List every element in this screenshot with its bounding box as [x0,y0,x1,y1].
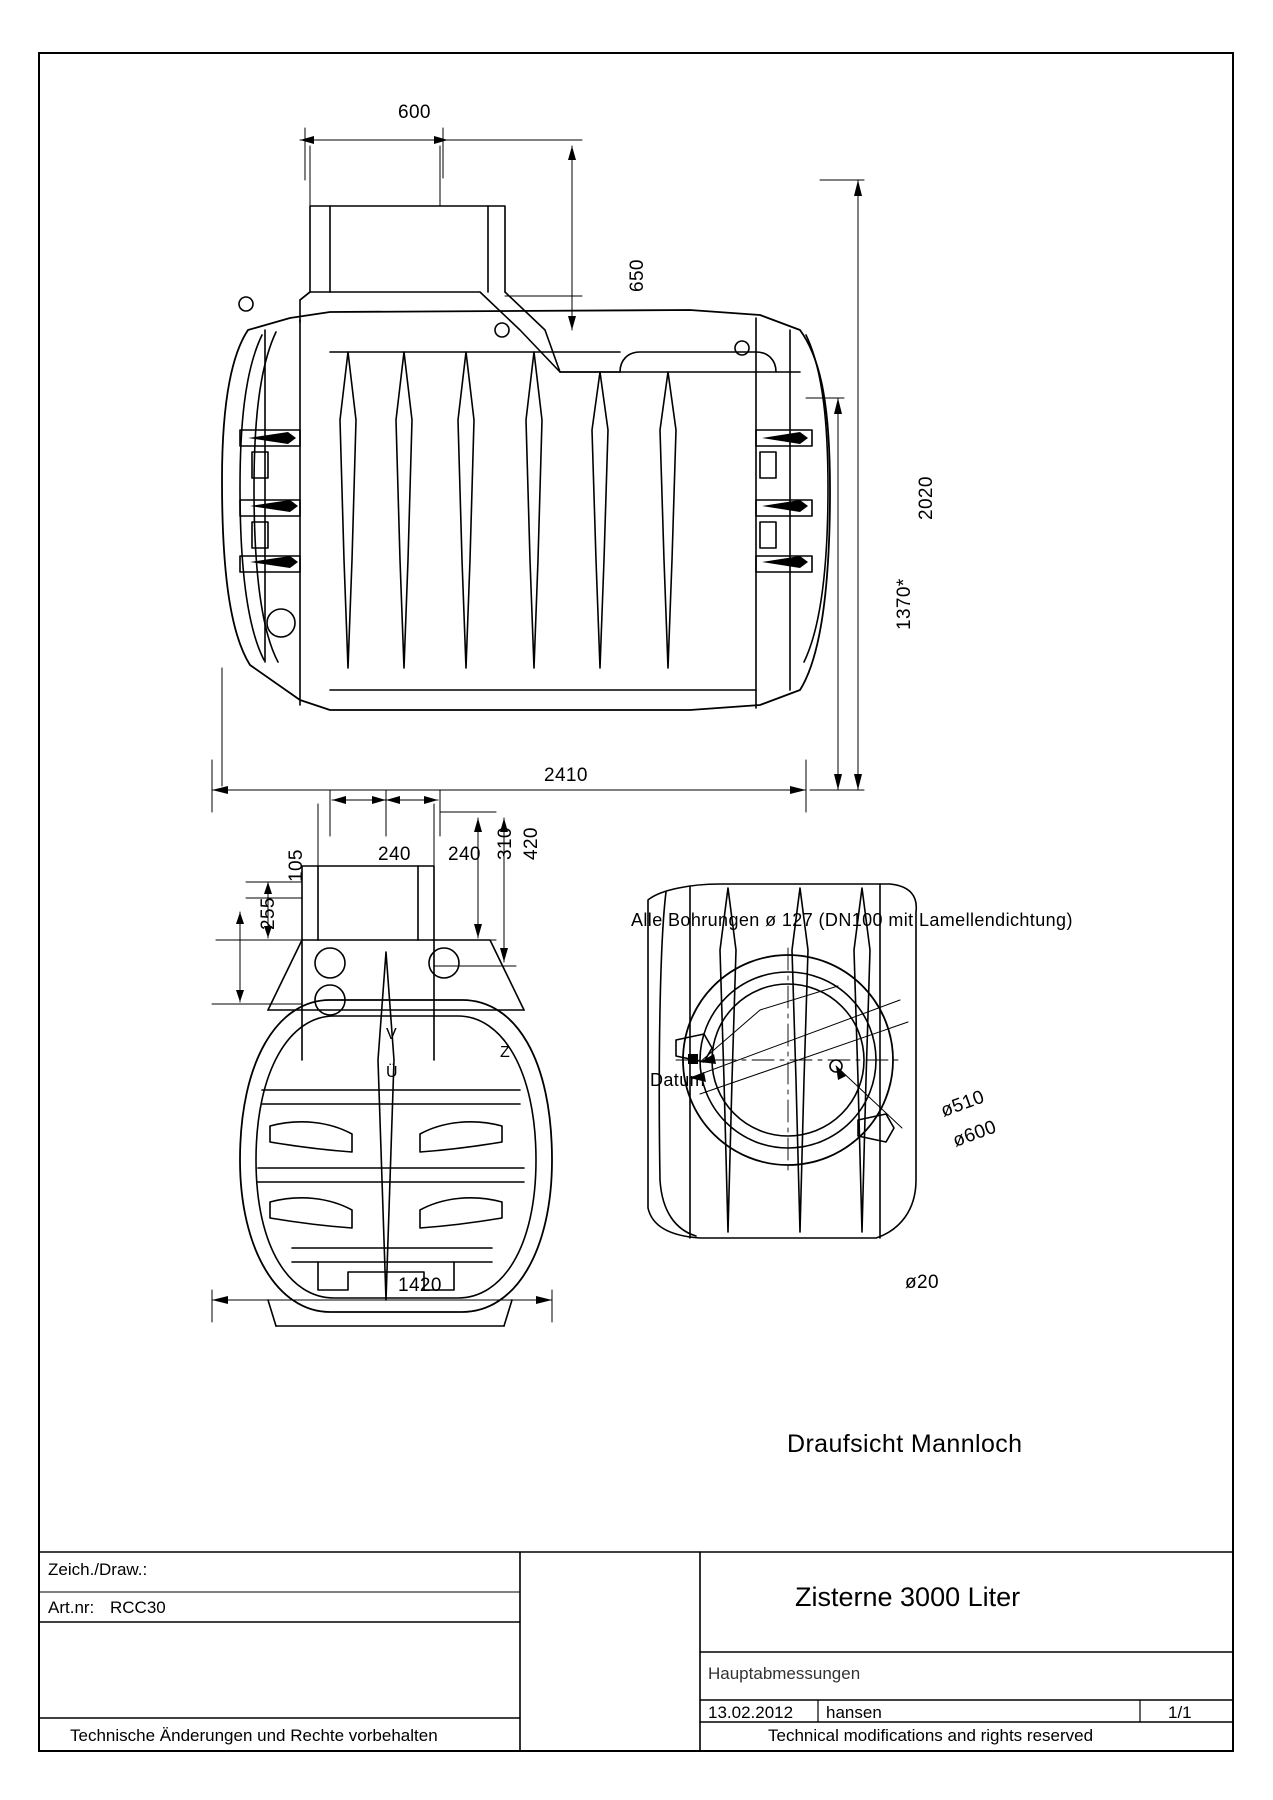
port-label-z: Z [500,1044,511,1061]
titleblock-author: hansen [826,1703,882,1722]
titleblock-footer-left: Technische Änderungen und Rechte vorbehalten [70,1726,438,1745]
dim-manhole-outer: ø600 [950,1116,1000,1152]
titleblock-subtitle: Hauptabmessungen [708,1664,861,1683]
dim-manhole-inner: ø510 [938,1086,988,1122]
titleblock-article-value: RCC30 [110,1598,166,1617]
view-caption-manhole: Draufsicht Mannloch [787,1430,1023,1458]
titleblock-footer-right: Technical modifications and rights reserved [768,1726,1094,1745]
note-all-holes: Alle Bohrungen ø 127 (DN100 mit Lamellendichtung) [631,910,1073,930]
datum-label: Datum [650,1070,706,1090]
titleblock-date: 13.02.2012 [708,1703,794,1722]
titleblock-drawn-by-label: Zeich./Draw.: [48,1560,148,1579]
dim-height-310: 310 [495,827,516,860]
dim-neck-left: 240 [378,844,411,865]
dim-total-height: 2020 [916,476,937,520]
port-label-v: V [386,1026,398,1043]
port-label-u: Ü [386,1064,398,1081]
dim-bolt-hole: ø20 [905,1272,939,1293]
dim-offset-105: 105 [286,849,307,882]
titleblock-sheet: 1/1 [1168,1703,1192,1722]
dim-total-length: 2410 [544,765,588,786]
titleblock-main-title: Zisterne 3000 Liter [795,1582,1021,1612]
dim-neck-width: 600 [398,102,431,123]
dim-width-1420: 1420 [398,1275,442,1296]
titleblock-article-label: Art.nr: [48,1598,95,1617]
dim-neck-right: 240 [448,844,481,865]
dim-height-420: 420 [521,827,542,860]
dim-body-height: 1370* [894,578,915,630]
dim-neck-height: 650 [627,259,648,292]
dim-offset-255: 255 [258,897,279,930]
